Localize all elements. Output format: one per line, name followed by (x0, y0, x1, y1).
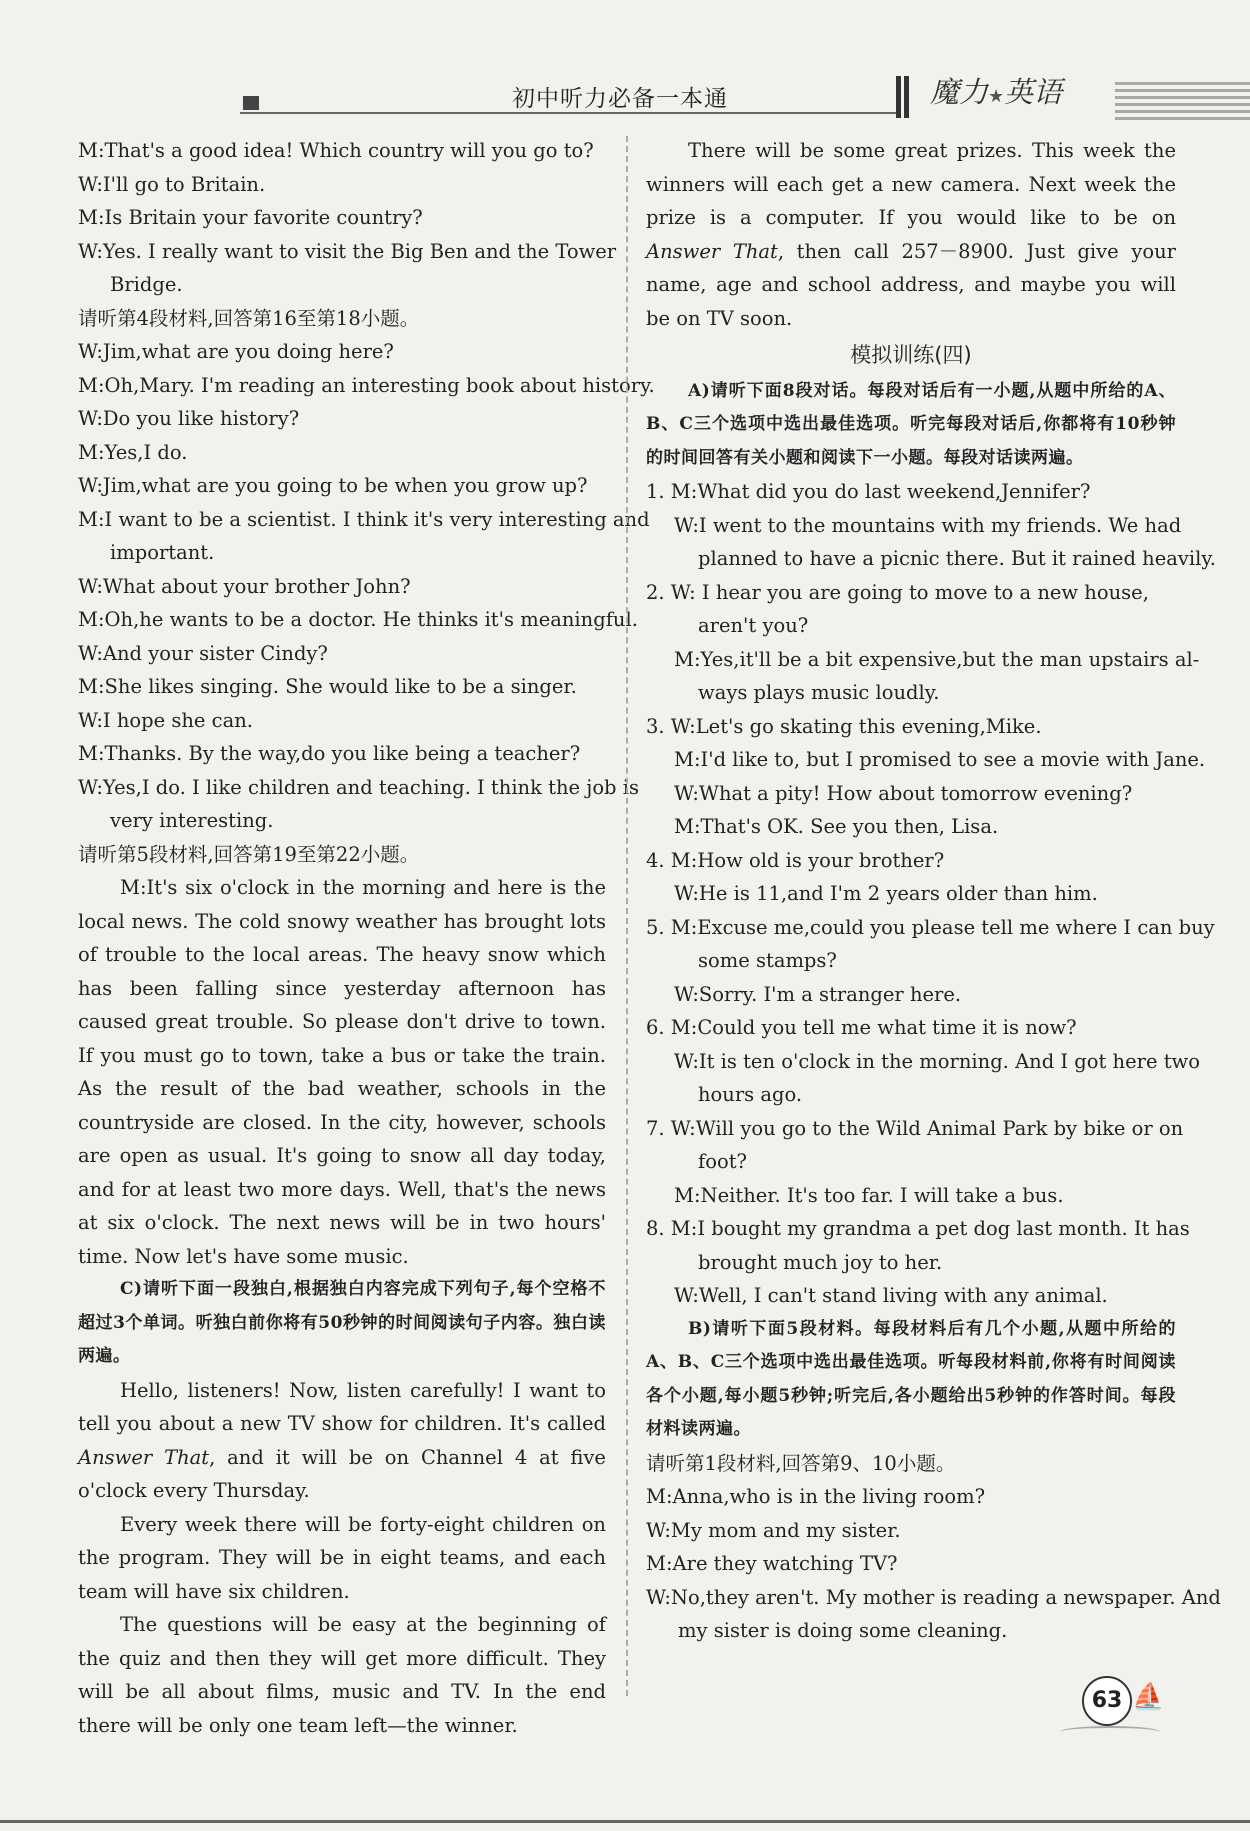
brand-name: 魔力 (930, 75, 989, 109)
wave-decoration (1060, 1726, 1160, 1738)
dialog-line: W:Sorry. I'm a stranger here. (674, 982, 962, 1006)
dialog-line: W:Yes,I do. I like children and teaching. I think the job is (78, 775, 639, 799)
instruction-a: A)请听下面8段对话。每段对话后有一小题,从题中所给的A、B、C三个选项中选出最佳选项。听完每段对话后,你都将有10秒钟的时间回答有关小题和阅读下一小题。每段对话读两遍。 (646, 380, 1176, 468)
dialog-line: M:Oh,Mary. I'm reading an interesting book about history. (78, 373, 655, 397)
dialog-line: W:Jim,what are you going to be when you grow up? (78, 474, 588, 497)
dialog-line: 5. M:Excuse me,could you please tell me where I can buy (646, 915, 1215, 939)
dialog-line: 6. M:Could you tell me what time it is now? (646, 1016, 1077, 1039)
dialog-line: W:I went to the mountains with my friends. We had (674, 513, 1182, 537)
dialog-line: Bridge. (110, 273, 183, 296)
dialog-line: important. (110, 541, 215, 564)
section-heading: 请听第5段材料,回答第19至第22小题。 (78, 842, 420, 866)
dialog-line: M:Is Britain your favorite country? (78, 206, 423, 229)
dialog-line: M:Anna,who is in the living room? (646, 1485, 986, 1508)
monologue-paragraph: Every week there will be forty-eight children on the program. They will be in eight teams, and each team will have six children. (78, 1512, 606, 1603)
brand-logo (930, 70, 1120, 120)
dialog-line: W:Well, I can't stand living with any animal. (674, 1284, 1108, 1307)
news-monologue: M:It's six o'clock in the morning and here is the local news. The cold snowy weather has brought lots of trouble to the local areas. The heavy snow which has been falling since yesterday afternoon has caused great trouble. So please don't drive to town. If you must go to town, take a bus or take the train. As the result of the bad weather, schools in the countryside are closed. In the city, however, schools are open as usual. It's going to snow all day today, and for at least two more days. Well, that's the news at six o'clock. The next news will be in two hours' time. Now let's have some music. (78, 876, 606, 1268)
dialog-line: some stamps? (698, 949, 837, 972)
dialog-line: M:Yes,it'll be a bit expensive,but the man upstairs al- (674, 647, 1200, 671)
dialog-line: M:I want to be a scientist. I think it's very interesting and (78, 507, 650, 531)
dialog-line: M:Oh,he wants to be a doctor. He thinks it's meaningful. (78, 608, 638, 631)
dialog-line: aren't you? (698, 614, 809, 637)
dialog-line: W:It is ten o'clock in the morning. And I got here two (674, 1049, 1200, 1073)
dialog-line: M:Are they watching TV? (646, 1552, 898, 1575)
brand-subject: 英语 (1004, 75, 1063, 109)
page-number: 63 (1082, 1676, 1132, 1726)
dialog-line: 8. M:I bought my grandma a pet dog last month. It has (646, 1217, 1190, 1240)
dialog-line: 3. W:Let's go skating this evening,Mike. (646, 714, 1042, 738)
header-divider-bars (896, 76, 912, 118)
header-stripes (1115, 82, 1250, 122)
dialog-line: W:I'll go to Britain. (78, 172, 266, 196)
dialog-line: M:Yes,I do. (78, 440, 188, 464)
book-title: 初中听力必备一本通 (512, 86, 728, 112)
dialog-line: 2. W: I hear you are going to move to a new house, (646, 580, 1149, 604)
dialog-line: W:My mom and my sister. (646, 1518, 901, 1542)
dialog-line: W:He is 11,and I'm 2 years older than him. (674, 882, 1098, 905)
dialog-line: very interesting. (110, 809, 274, 832)
dialog-line: M:I'd like to, but I promised to see a movie with Jane. (674, 748, 1206, 771)
dialog-line: M:Thanks. By the way,do you like being a teacher? (78, 742, 581, 765)
dialog-line: 4. M:How old is your brother? (646, 848, 945, 872)
dialog-line: 7. W:Will you go to the Wild Animal Park by bike or on (646, 1116, 1184, 1140)
header-square-mark (243, 96, 259, 110)
star-icon: ★ (988, 86, 1005, 107)
dialog-line: ways plays music loudly. (698, 681, 940, 704)
dialog-line: M:That's OK. See you then, Lisa. (674, 815, 999, 838)
dialog-line: W:No,they aren't. My mother is reading a newspaper. And (646, 1585, 1221, 1609)
column-divider (626, 136, 628, 1696)
bottom-rule (0, 1820, 1250, 1823)
dialog-line: W:Yes. I really want to visit the Big Ben and the Tower (78, 239, 617, 263)
dialog-line: M:That's a good idea! Which country will you go to? (78, 139, 594, 162)
dialog-line: W:And your sister Cindy? (78, 641, 328, 665)
section-heading: 请听第1段材料,回答第9、10小题。 (646, 1451, 956, 1475)
dialog-line: planned to have a picnic there. But it rained heavily. (698, 547, 1216, 570)
instruction-b: B)请听下面5段材料。每段材料后有几个小题,从题中所给的A、B、C三个选项中选出最佳选项。听每段材料前,你将有时间阅读各个小题,每小题5秒钟;听完后,各小题给出5秒钟的作答时间。每段材料读两遍。 (646, 1318, 1176, 1439)
right-column (646, 134, 1221, 1648)
dialog-line: W:What a pity! How about tomorrow evening? (674, 781, 1133, 805)
dialog-line: M:Neither. It's too far. I will take a bus. (674, 1183, 1064, 1207)
dialog-line: foot? (698, 1150, 747, 1173)
monologue-paragraph: The questions will be easy at the beginning of the quiz and then they will get more difficult. They will be all about films, music and TV. In the end there will be only one team left—the winner. (78, 1613, 606, 1737)
dialog-line: W:I hope she can. (78, 708, 253, 732)
section-heading: 请听第4段材料,回答第16至第18小题。 (78, 306, 420, 330)
sailboat-icon: ⛵ (1132, 1682, 1165, 1712)
dialog-line: W:Jim,what are you doing here? (78, 340, 394, 363)
dialog-line: W:Do you like history? (78, 407, 300, 430)
monologue-paragraph: There will be some great prizes. This week the winners will each get a new camera. Next week the prize is a computer. If you would like to be on Answer That, then call 257－8900. Just give your name, age and school address, and maybe you will be on TV soon. (646, 139, 1176, 330)
left-column (78, 134, 655, 1742)
dialog-line: brought much joy to her. (698, 1250, 943, 1274)
section-title: 模拟训练(四) (850, 343, 972, 367)
page-header (0, 0, 1250, 130)
dialog-line: my sister is doing some cleaning. (678, 1619, 1008, 1642)
instruction-c: C)请听下面一段独白,根据独白内容完成下列句子,每个空格不超过3个单词。听独白前你将有50秒钟的时间阅读句子内容。独白读两遍。 (78, 1279, 606, 1366)
dialog-line: hours ago. (698, 1083, 803, 1106)
monologue-paragraph: Hello, listeners! Now, listen carefully! I want to tell you about a new TV show for children. It's called Answer That, and it will be on Channel 4 at five o'clock every Thursday. (78, 1378, 606, 1502)
dialog-line: 1. M:What did you do last weekend,Jennifer? (646, 480, 1091, 503)
dialog-line: W:What about your brother John? (78, 574, 411, 598)
dialog-line: M:She likes singing. She would like to be a singer. (78, 675, 577, 698)
